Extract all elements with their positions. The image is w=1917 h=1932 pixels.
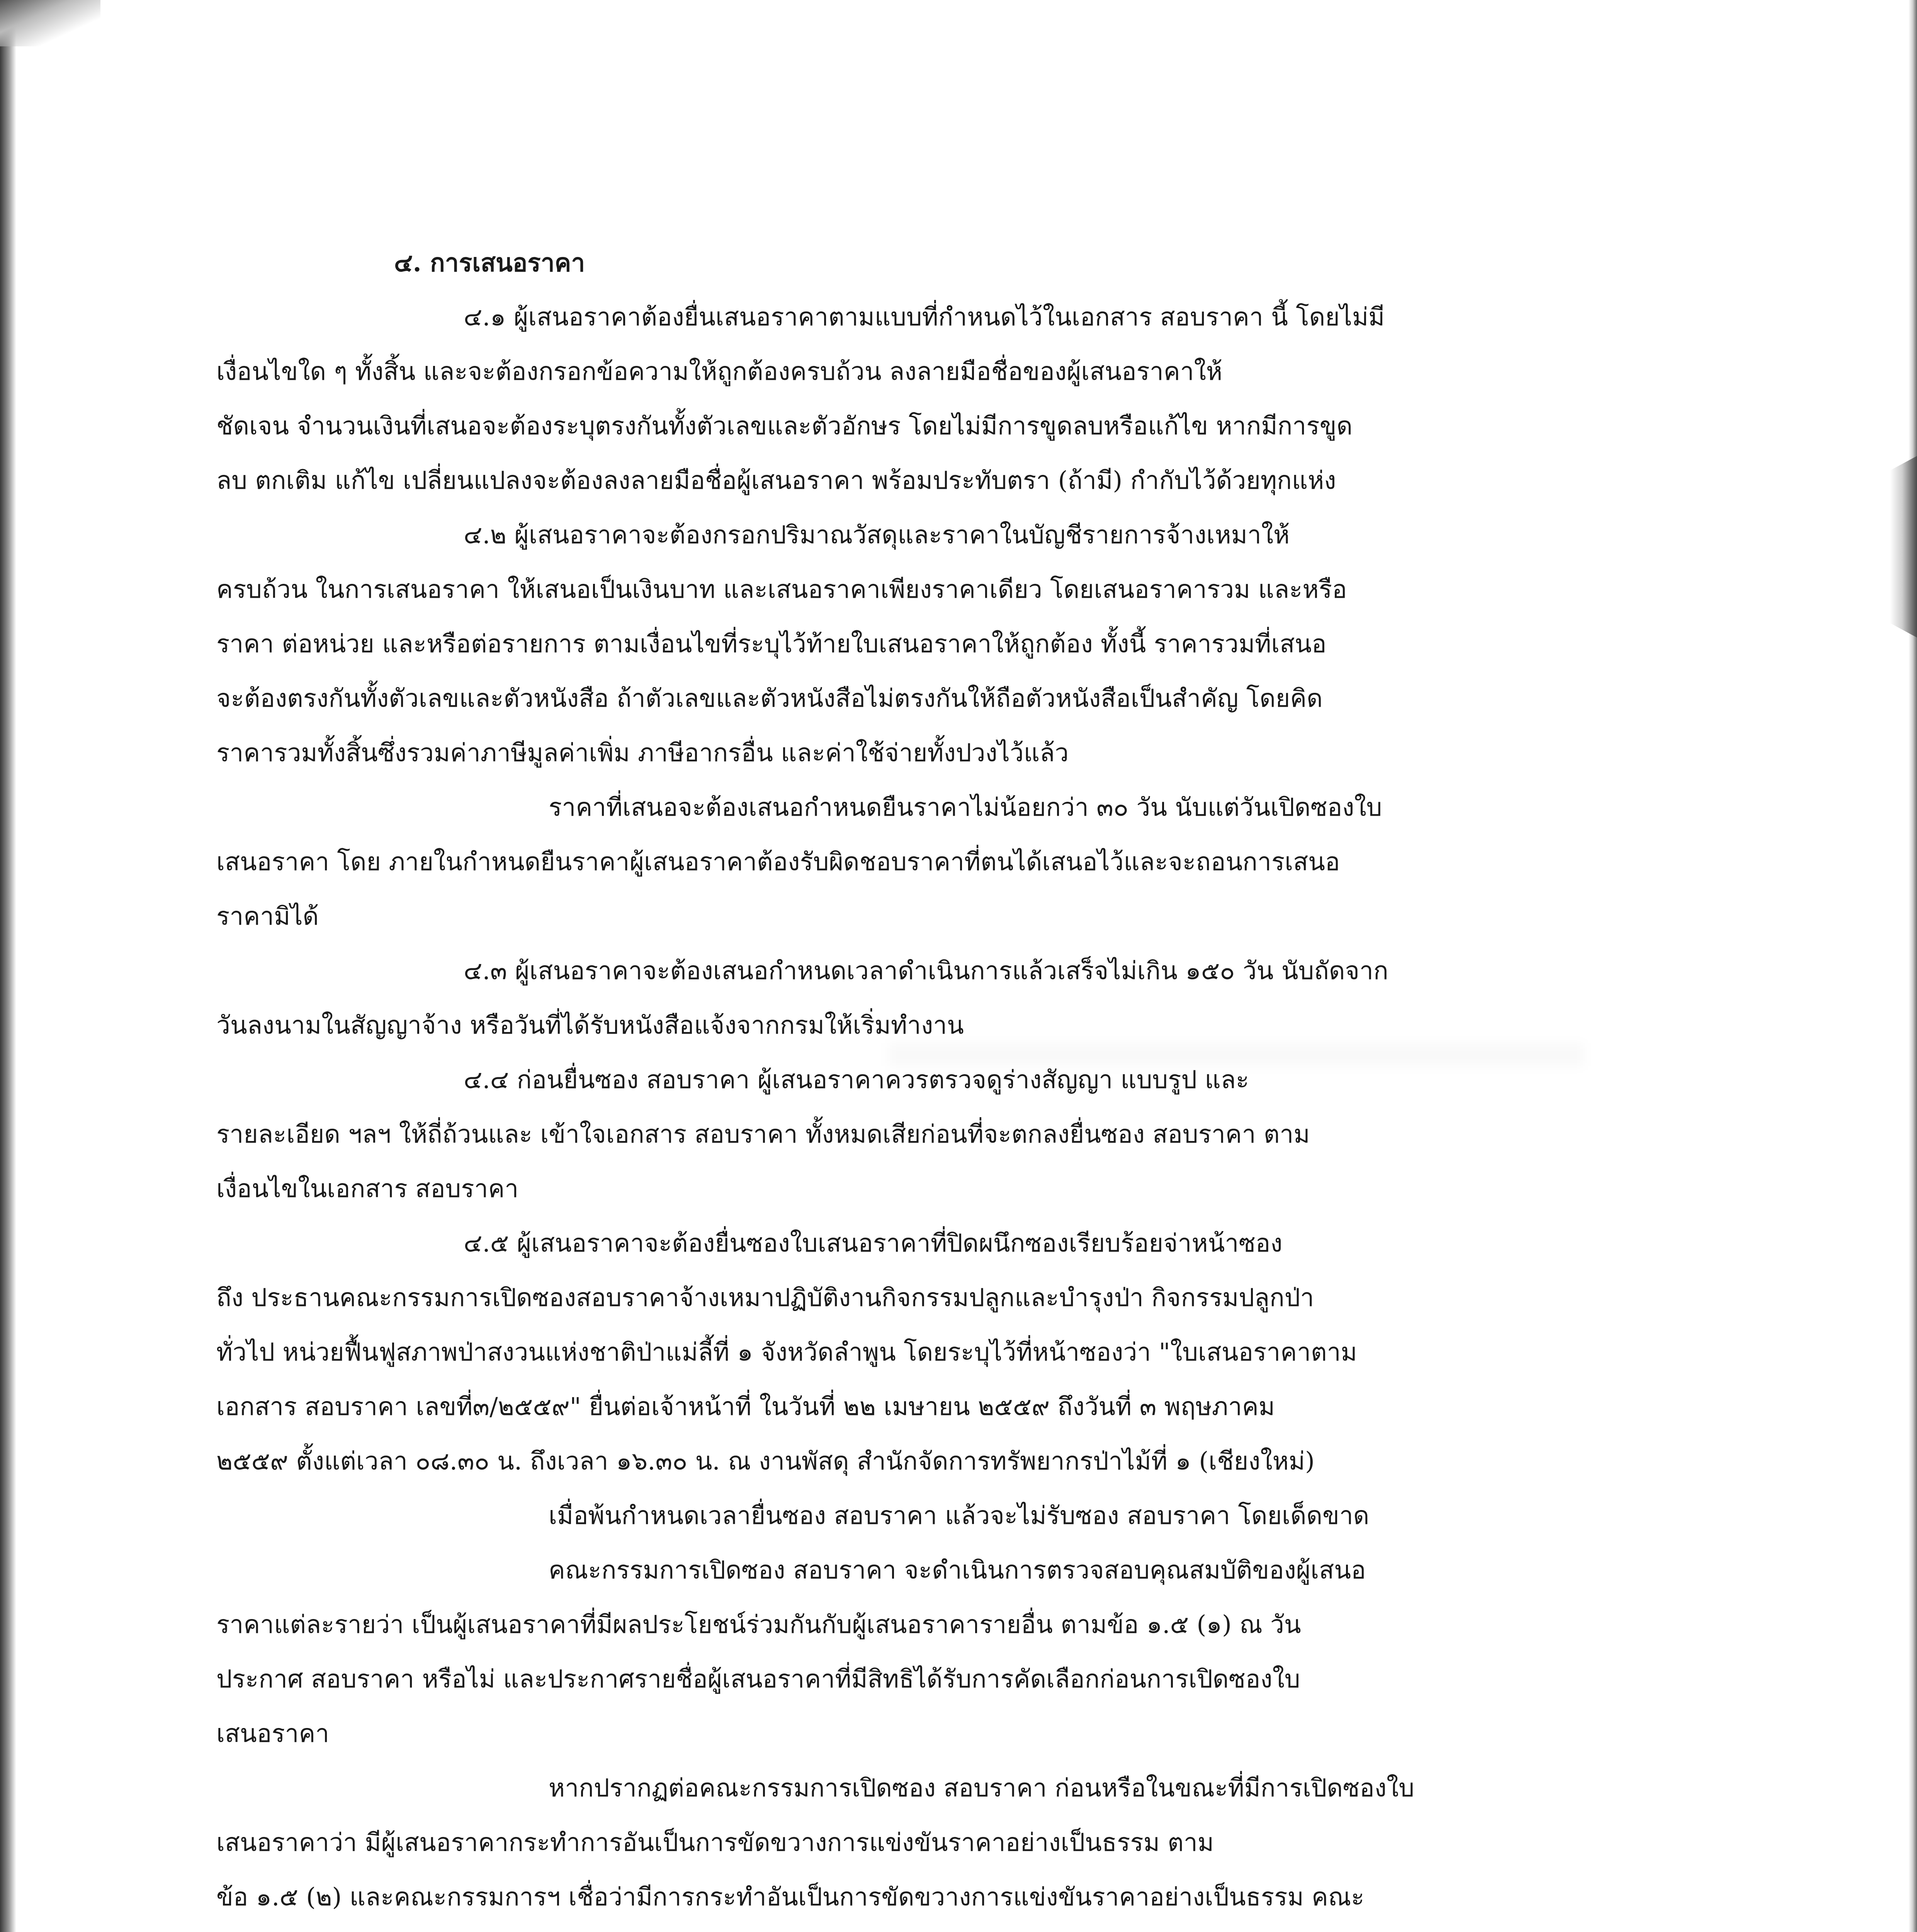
paragraph-4-2-line: จะต้องตรงกันทั้งตัวเลขและตัวหนังสือ ถ้าตัวเลขและตัวหนังสือไม่ตรงกันให้ถือตัวหนังสือเป็นสำคัญ โดยคิด <box>216 684 1323 713</box>
paragraph-4-3-line: ๔.๓ ผู้เสนอราคาจะต้องเสนอกำหนดเวลาดำเนินการแล้วเสร็จไม่เกิน ๑๕๐ วัน นับถัดจาก <box>464 957 1388 985</box>
paragraph-4-1-line: เงื่อนไขใด ๆ ทั้งสิ้น และจะต้องกรอกข้อความให้ถูกต้องครบถ้วน ลงลายมือชื่อของผู้เสนอราคาให้ <box>216 357 1223 386</box>
paragraph-4-5-line: เอกสาร สอบราคา เลขที่๓/๒๕๕๙" ยื่นต่อเจ้าหน้าที่ ในวันที่ ๒๒ เมษายน ๒๕๕๙ ถึงวันที่ ๓ พฤษภาคม <box>216 1393 1275 1421</box>
scan-edge-left <box>0 0 16 1932</box>
paragraph-4-1-line: ๔.๑ ผู้เสนอราคาต้องยื่นเสนอราคาตามแบบที่กำหนดไว้ในเอกสาร สอบราคา นี้ โดยไม่มี <box>464 303 1385 332</box>
paragraph-4-2-line: ครบถ้วน ในการเสนอราคา ให้เสนอเป็นเงินบาท และเสนอราคาเพียงราคาเดียว โดยเสนอราคารวม และหรือ <box>216 575 1347 604</box>
paragraph-4-3-line: วันลงนามในสัญญาจ้าง หรือวันที่ได้รับหนังสือแจ้งจากกรมให้เริ่มทำงาน <box>216 1011 964 1040</box>
paragraph-collusion-line: เสนอราคาว่า มีผู้เสนอราคากระทำการอันเป็นการขัดขวางการแข่งขันราคาอย่างเป็นธรรม ตาม <box>216 1828 1214 1857</box>
paragraph-collusion-line: หากปรากฏต่อคณะกรรมการเปิดซอง สอบราคา ก่อนหรือในขณะที่มีการเปิดซองใบ <box>549 1774 1414 1803</box>
scan-edge-right <box>1909 0 1917 1932</box>
paragraph-committee-check-line: เสนอราคา <box>216 1719 330 1748</box>
paragraph-collusion-line <box>216 1925 1692 1932</box>
section-heading: ๔. การเสนอราคา <box>394 248 585 277</box>
document-body <box>216 236 1692 1932</box>
paragraph-price-validity-line: ราคามิได้ <box>216 902 319 931</box>
paragraph-price-validity-line: เสนอราคา โดย ภายในกำหนดยืนราคาผู้เสนอราคาต้องรับผิดชอบราคาที่ตนได้เสนอไว้และจะถอนการเสนอ <box>216 848 1340 876</box>
paragraph-4-2-line: ๔.๒ ผู้เสนอราคาจะต้องกรอกปริมาณวัสดุและราคาในบัญชีรายการจ้างเหมาให้ <box>464 521 1290 549</box>
paragraph-4-2-line: ราคา ต่อหน่วย และหรือต่อรายการ ตามเงื่อนไขที่ระบุไว้ท้ายใบเสนอราคาให้ถูกต้อง ทั้งนี้ ราคารวมที่เสนอ <box>216 630 1327 658</box>
paragraph-deadline-line: เมื่อพ้นกำหนดเวลายื่นซอง สอบราคา แล้วจะไม่รับซอง สอบราคา โดยเด็ดขาด <box>549 1502 1370 1530</box>
paragraph-committee-check-line: ราคาแต่ละรายว่า เป็นผู้เสนอราคาที่มีผลประโยชน์ร่วมกันกับผู้เสนอราคารายอื่น ตามข้อ ๑.๕ (๑) ณ วัน <box>216 1611 1301 1639</box>
paragraph-4-5-line: ๔.๕ ผู้เสนอราคาจะต้องยื่นซองใบเสนอราคาที่ปิดผนึกซองเรียบร้อยจ่าหน้าซอง <box>464 1229 1283 1258</box>
paragraph-4-1-line: ชัดเจน จำนวนเงินที่เสนอจะต้องระบุตรงกันทั้งตัวเลขและตัวอักษร โดยไม่มีการขูดลบหรือแก้ไข หากมีการขูด <box>216 412 1353 440</box>
scan-edge-notch <box>1890 456 1917 638</box>
paragraph-4-5-line: ถึง ประธานคณะกรรมการเปิดซองสอบราคาจ้างเหมาปฏิบัติงานกิจกรรมปลูกและบำรุงป่า กิจกรรมปลูกป่า <box>216 1284 1314 1312</box>
paragraph-4-4-line: รายละเอียด ฯลฯ ให้ถี่ถ้วนและ เข้าใจเอกสาร สอบราคา ทั้งหมดเสียก่อนที่จะตกลงยื่นซอง สอบราคา ตาม <box>216 1120 1310 1149</box>
paragraph-4-5-line: ทั่วไป หน่วยฟื้นฟูสภาพป่าสงวนแห่งชาติป่าแม่ลี้ที่ ๑ จังหวัดลำพูน โดยระบุไว้ที่หน้าซองว่า "ใบเสนอราคาตาม <box>216 1338 1357 1367</box>
paragraph-4-2-line: ราคารวมทั้งสิ้นซึ่งรวมค่าภาษีมูลค่าเพิ่ม ภาษีอากรอื่น และค่าใช้จ่ายทั้งปวงไว้แล้ว <box>216 739 1069 767</box>
paragraph-4-4-line: ๔.๔ ก่อนยื่นซอง สอบราคา ผู้เสนอราคาควรตรวจดูร่างสัญญา แบบรูป และ <box>464 1066 1249 1094</box>
paragraph-committee-check-line: ประกาศ สอบราคา หรือไม่ และประกาศรายชื่อผู้เสนอราคาที่มีสิทธิได้รับการคัดเลือกก่อนการเปิดซองใบ <box>216 1665 1300 1694</box>
paragraph-committee-check-line: คณะกรรมการเปิดซอง สอบราคา จะดำเนินการตรวจสอบคุณสมบัติของผู้เสนอ <box>549 1556 1366 1585</box>
scan-corner-shadow <box>0 0 100 46</box>
paragraph-price-validity-line: ราคาที่เสนอจะต้องเสนอกำหนดยืนราคาไม่น้อยกว่า ๓๐ วัน นับแต่วันเปิดซองใบ <box>549 793 1382 822</box>
paragraph-collusion-line: ข้อ ๑.๕ (๒) และคณะกรรมการฯ เชื่อว่ามีการกระทำอันเป็นการขัดขวางการแข่งขันราคาอย่างเป็นธรรม คณะ <box>216 1883 1365 1912</box>
paragraph-4-1-line: ลบ ตกเติม แก้ไข เปลี่ยนแปลงจะต้องลงลายมือชื่อผู้เสนอราคา พร้อมประทับตรา (ถ้ามี) กำกับไว้ด้วยทุกแห่ง <box>216 466 1336 495</box>
paragraph-4-5-line: ๒๕๕๙ ตั้งแต่เวลา ๐๘.๓๐ น. ถึงเวลา ๑๖.๓๐ น. ณ งานพัสดุ สำนักจัดการทรัพยากรป่าไม้ที่ ๑ (เชียงใหม่) <box>216 1447 1315 1476</box>
paragraph-4-4-line: เงื่อนไขในเอกสาร สอบราคา <box>216 1175 519 1203</box>
